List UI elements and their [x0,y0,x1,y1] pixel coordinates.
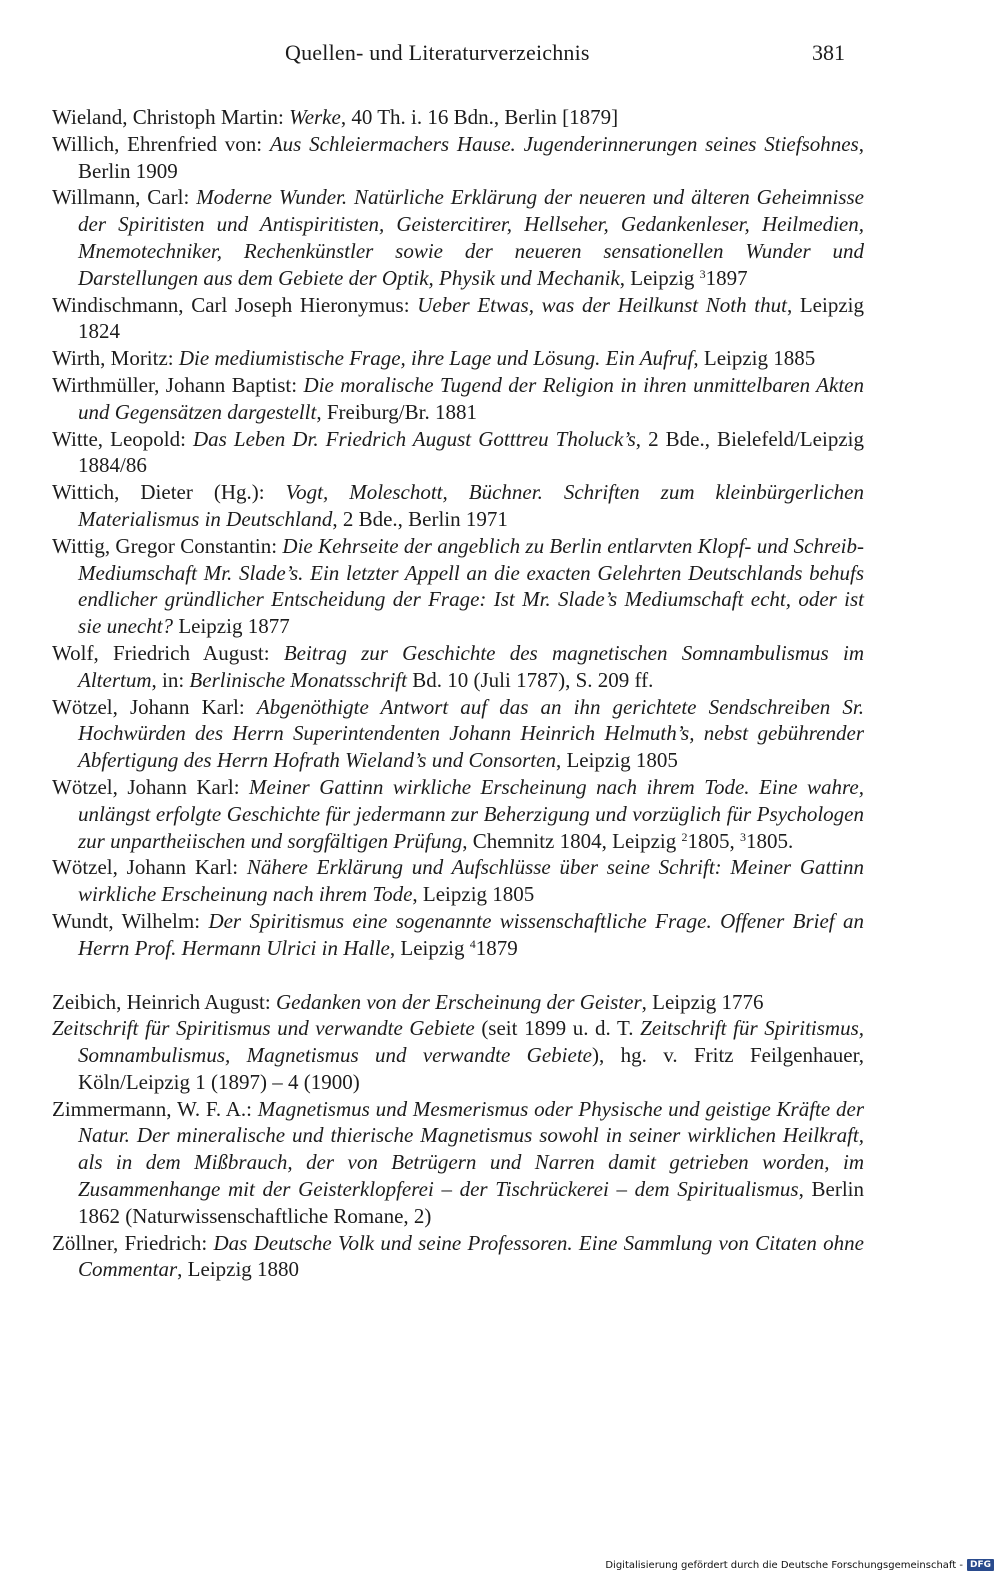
page-header [0,40,1000,72]
bibliography-entry [52,184,864,291]
funding-note: Digitalisierung gefördert durch die Deutsche Forschungsgemeinschaft - [605,1559,963,1571]
dfg-logo: DFG [967,1559,994,1571]
entry-text: , 40 Th. i. 16 Bdn., Berlin [1879] [340,105,619,129]
entry-text: Wittich, Dieter (Hg.): [52,480,286,505]
entry-text: , in: [151,667,190,692]
entry-title: Aus Schleiermachers Hause. Jugenderinnerungen seines Stiefsohnes [269,131,859,156]
entry-text: , Freiburg/Br. 1881 [316,399,477,424]
footer [605,1557,994,1573]
entry-text: , Leipzig 1885 [693,346,816,371]
entry-text: 1805, [687,828,741,853]
entry-text: , Leipzig 1805 [412,882,535,907]
entry-text: Zimmermann, W. F. A.: [52,1096,258,1121]
entry-text: Wötzel, Johann Karl: [52,694,257,719]
entry-title: Zeitschrift für Spiritismus, Somnambulismus, Magnetismus und verwandte Gebiete [78,1016,865,1068]
bibliography-entry [52,640,864,694]
bibliography-entry [52,426,864,480]
bibliography-entry [52,1096,864,1230]
entry-title: Moderne Wunder. Natürliche Erklärung der neueren und älteren Geheimnisse der Spiritisten und Antispiritisten, Geistercitirer, Hellseher, Gedankenleser, Heilmedien, Mnemotechniker, Rechenkünstler sowie der neueren sensationellen Wunder und Darstellungen aus dem Gebiete der Optik, Physik und Mechanik [78,185,864,290]
entry-title: Werke [289,105,341,129]
bibliography-entry [52,345,864,372]
edition-superscript: 3 [699,266,706,281]
entry-text: 1805. [746,828,794,853]
entry-title: Vogt, Moleschott, Büchner. Schriften zum kleinbürgerlichen Materialismus in Deutschland [78,480,864,531]
entry-text: , Leipzig 1805 [555,748,678,773]
entry-text: 1879 [475,935,518,960]
bibliography-entry [52,131,864,185]
entry-text: Wieland, Christoph Martin: [52,105,290,129]
entry-text: , 2 Bde., Berlin 1971 [332,506,508,531]
entry-text: , Berlin 1909 [78,131,864,183]
entry-title: Abgenöthigte Antwort auf das an ihn gerichtete Sendschreiben Sr. Hochwürden des Herrn Superintendenten Johann Heinrich Helmuth’s, nebst gebührender Abfertigung des Herrn Hofrath Wieland’s und Consorten [78,694,864,773]
section-gap [52,962,864,989]
entry-title: Meiner Gattinn wirkliche Erscheinung nach ihrem Tode. Eine wahre, unlängst erfolgte Geschichte für jedermann zur Beherzigung und vorzüglich für Psychologen zur unpartheiischen und sorgfältigen Prüfung [78,774,864,853]
entry-text: , 2 Bde., Bielefeld/Leipzig 1884/86 [78,426,864,478]
entry-title: Die Kehrseite der angeblich zu Berlin entlarvten Klopf- und Schreib-Mediumschaft Mr. Slade’s. Ein letzter Appell an die exacten Gelehrten Deutschlands behufs endlicher gründlicher Entscheidung der Frage: Ist Mr. Slade’s Mediumschaft echt, oder ist sie unecht? [78,533,864,639]
bibliography-entry [52,1015,864,1095]
bibliography-list [52,104,864,1283]
entry-title: Nähere Erklärung und Aufschlüsse über seine Schrift: Meiner Gattinn wirkliche Erscheinung nach ihrem Tode [78,855,864,907]
entry-text: , Leipzig 1776 [641,989,764,1014]
entry-title: Der Spiritismus eine sogenannte wissenschaftliche Frage. Offener Brief an Herrn Prof. Hermann Ulrici in Halle [78,908,864,960]
entry-text: , Leipzig [619,265,700,290]
entry-text: Bd. 10 (Juli 1787), S. 209 ff. [406,667,654,692]
edition-superscript: 4 [469,936,476,951]
entry-text: ), hg. v. Fritz Feilgenhauer, Köln/Leipzig 1 (1897) – 4 (1900) [78,1043,865,1094]
entry-text: Wötzel, Johann Karl: [52,774,250,799]
entry-title: Die moralische Tugend der Religion in ihren unmittelbaren Akten und Gegensätzen dargestellt [78,372,864,424]
entry-text: Wundt, Wilhelm: [52,908,209,933]
entry-title: Die mediumistische Frage, ihre Lage und Lösung. Ein Aufruf [178,346,694,371]
entry-text: Willmann, Carl: [52,185,197,210]
entry-text: Wötzel, Johann Karl: [52,855,247,880]
entry-title: Das Leben Dr. Friedrich August Gotttreu Tholuck’s [193,426,636,451]
entry-text: Windischmann, Carl Joseph Hieronymus: [52,292,418,317]
entry-text: Willich, Ehrenfried von: [52,131,270,156]
entry-title: Das Deutsche Volk und seine Professoren. Eine Sammlung von Citaten ohne Commentar [78,1230,864,1282]
bibliography-entry [52,774,864,854]
entry-text: , Berlin 1862 (Naturwissenschaftliche Romane, 2) [78,1177,864,1228]
bibliography-entry [52,908,864,962]
entry-text: Zeibich, Heinrich August: [52,989,276,1014]
entry-title: Berlinische Monatsschrift [189,667,407,692]
entry-text: Wirthmüller, Johann Baptist: [52,372,304,397]
entry-title: Zeitschrift für Spiritismus und verwandte Gebiete [52,1016,475,1041]
entry-text: 1897 [705,265,748,290]
running-title: Quellen- und Literaturverzeichnis [285,40,590,65]
bibliography-entry [52,479,864,533]
edition-superscript: 2 [681,829,688,844]
entry-text: Leipzig 1877 [173,614,290,639]
bibliography-entry [52,104,864,131]
entry-title: Gedanken von der Erscheinung der Geister [275,989,642,1014]
entry-text: Witte, Leopold: [52,426,194,451]
entry-text: , Leipzig 1880 [177,1257,300,1282]
page-number: 381 [812,40,845,65]
bibliography-entry [52,372,864,426]
entry-title: Beitrag zur Geschichte des magnetischen Somnambulismus im Altertum [78,640,864,692]
bibliography-entry [52,694,864,774]
bibliography-entry [52,989,864,1016]
entry-text: Wittig, Gregor Constantin: [52,533,283,558]
bibliography-entry [52,1230,864,1284]
entry-title: Magnetismus und Mesmerismus oder Physische und geistige Kräfte der Natur. Der mineralische und thierische Magnetismus sowohl in seiner wirklichen Heilkraft, als in dem Mißbrauch, der von Betrügern und Narren damit getrieben worden, im Zusammenhange mit der Geisterklopferei – der Tischrückerei – dem Spiritualismus [78,1096,864,1202]
edition-superscript: 3 [740,829,747,844]
entry-text: Wirth, Moritz: [52,346,179,371]
entry-title: Ueber Etwas, was der Heilkunst Noth thut [417,292,787,317]
bibliography-entry [52,854,864,908]
entry-text: , Chemnitz 1804, Leipzig [462,828,682,853]
entry-text: , Leipzig 1824 [78,292,864,344]
entry-text: , Leipzig [389,935,470,960]
entry-text: (seit 1899 u. d. T. [474,1016,641,1041]
bibliography-entry [52,292,864,346]
entry-text: Wolf, Friedrich August: [52,640,284,665]
entry-text: Zöllner, Friedrich: [52,1230,214,1255]
bibliography-entry [52,533,864,640]
